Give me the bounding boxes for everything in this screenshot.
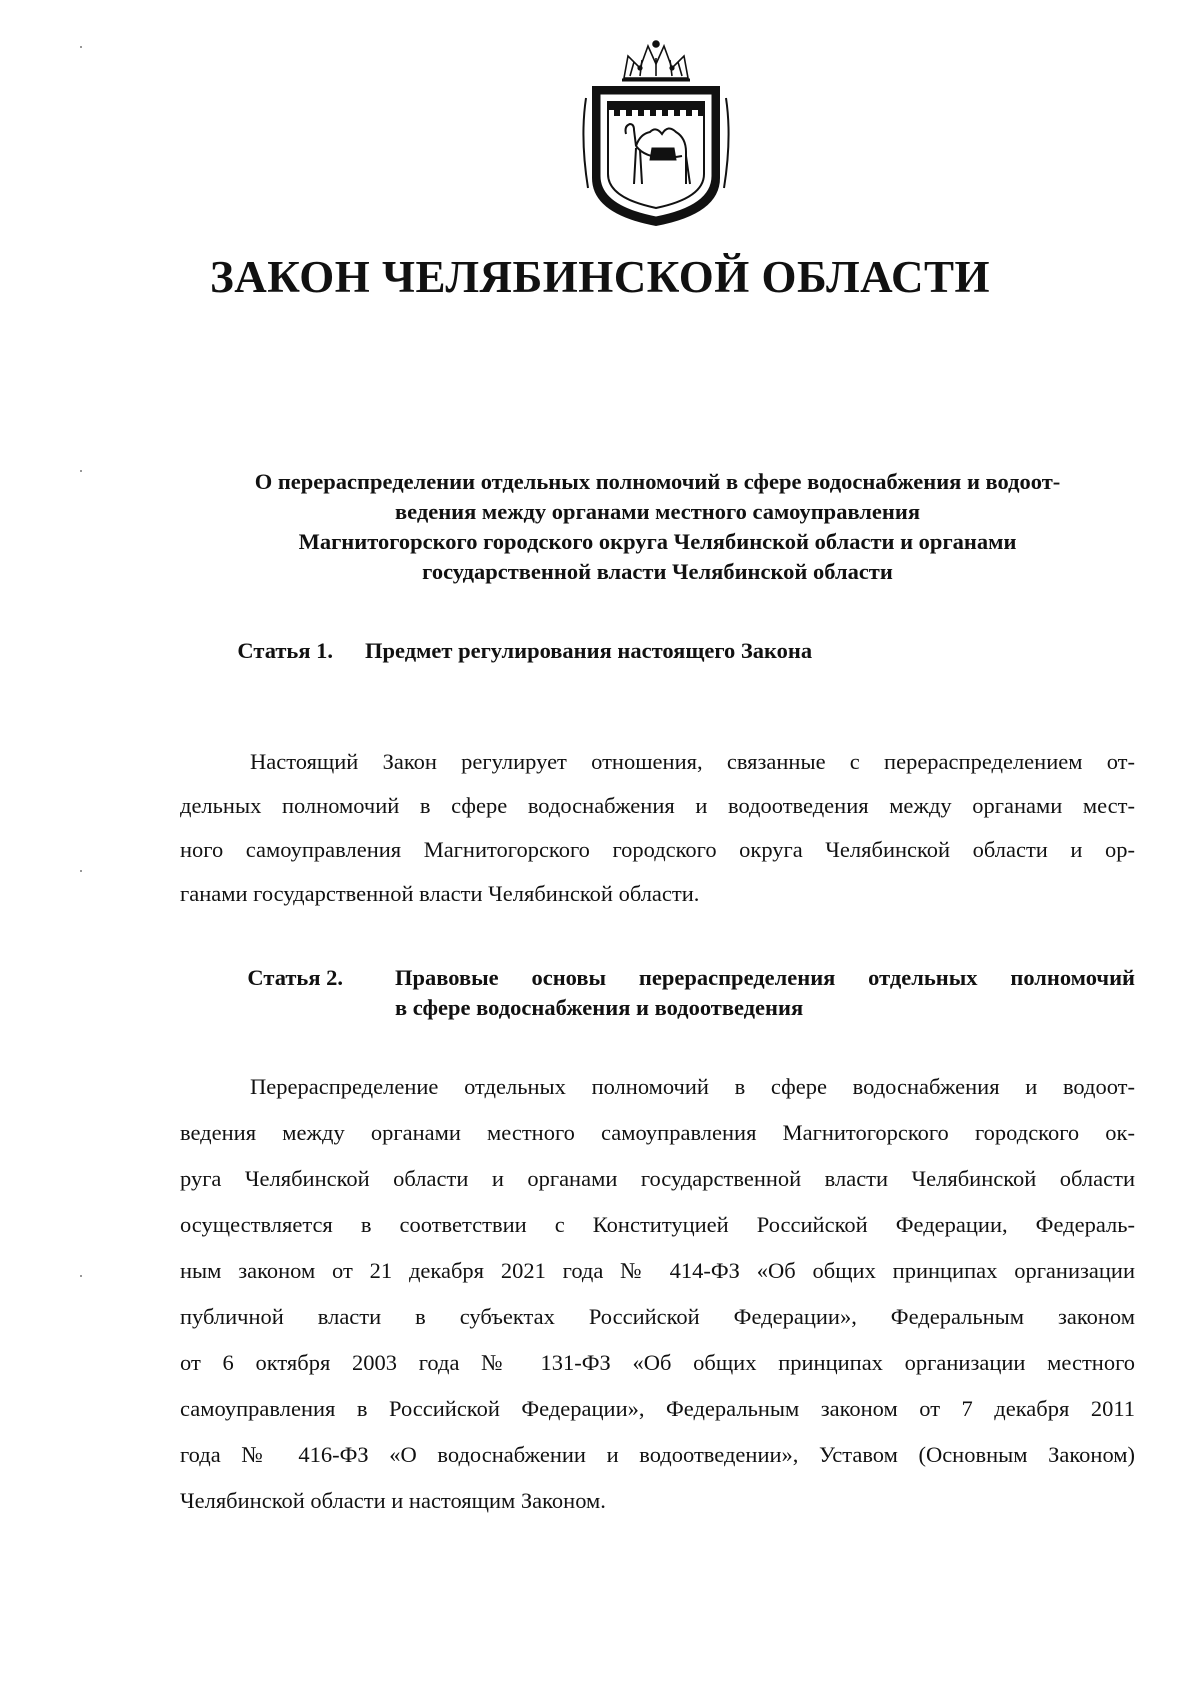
text-line: публичной власти в субъектах Российской Федерации», Федеральным законом <box>180 1304 1135 1329</box>
text-line: ведения между органами местного самоуправления Магнитогорского городского ок- <box>180 1120 1135 1145</box>
subtitle-line: государственной власти Челябинской области <box>422 559 893 584</box>
document-title: ЗАКОН ЧЕЛЯБИНСКОЙ ОБЛАСТИ <box>210 252 990 302</box>
article-number: Статья 1. <box>237 638 333 663</box>
subtitle-line: Магнитогорского городского округа Челябинской области и органами <box>298 529 1017 554</box>
scan-speck <box>80 1275 82 1277</box>
subtitle-line: О перераспределении отдельных полномочий в сфере водоснабжения и водоот- <box>254 469 1061 494</box>
text-line: Настоящий Закон регулирует отношения, связанные с перераспределением от- <box>250 749 1135 774</box>
text-line: ным законом от 21 декабря 2021 года № 414-ФЗ «Об общих принципах организации <box>180 1258 1135 1283</box>
article-name-line: Предмет регулирования настоящего Закона <box>365 638 813 663</box>
article-name-line: в сфере водоснабжения и водоотведения <box>395 995 804 1020</box>
text-line: ганами государственной власти Челябинской области. <box>180 881 700 906</box>
article-name <box>395 963 1135 1023</box>
text-line: дельных полномочий в сфере водоснабжения и водоотведения между органами мест- <box>180 793 1135 818</box>
text-line: Перераспределение отдельных полномочий в сфере водоснабжения и водоот- <box>250 1074 1135 1099</box>
article-1-text <box>180 740 1135 916</box>
text-line: осуществляется в соответствии с Конституцией Российской Федерации, Федераль- <box>180 1212 1135 1237</box>
text-line: самоуправления в Российской Федерации», Федеральным законом от 7 декабря 2011 <box>180 1396 1135 1421</box>
text-line: года № 416-ФЗ «О водоснабжении и водоотведении», Уставом (Основным Законом) <box>180 1442 1135 1467</box>
text-line: руга Челябинской области и органами государственной власти Челябинской области <box>180 1166 1135 1191</box>
article-number: Статья 2. <box>247 965 343 990</box>
text-line: от 6 октября 2003 года № 131-ФЗ «Об общих принципах организации местного <box>180 1350 1135 1375</box>
article-name-line: Правовые основы перераспределения отдельных полномочий <box>395 965 1135 990</box>
text-line: Челябинской области и настоящим Законом. <box>180 1488 606 1513</box>
text-line: ного самоуправления Магнитогорского городского округа Челябинской области и ор- <box>180 837 1135 862</box>
article-name <box>365 636 1105 666</box>
coat-of-arms-icon <box>578 38 734 231</box>
document-subtitle <box>180 467 1135 587</box>
subtitle-line: ведения между органами местного самоуправления <box>394 499 921 524</box>
article-2-text <box>180 1064 1135 1524</box>
crown-icon <box>622 41 690 80</box>
scan-speck <box>80 46 82 48</box>
scan-speck <box>80 470 82 472</box>
scan-speck <box>80 870 82 872</box>
